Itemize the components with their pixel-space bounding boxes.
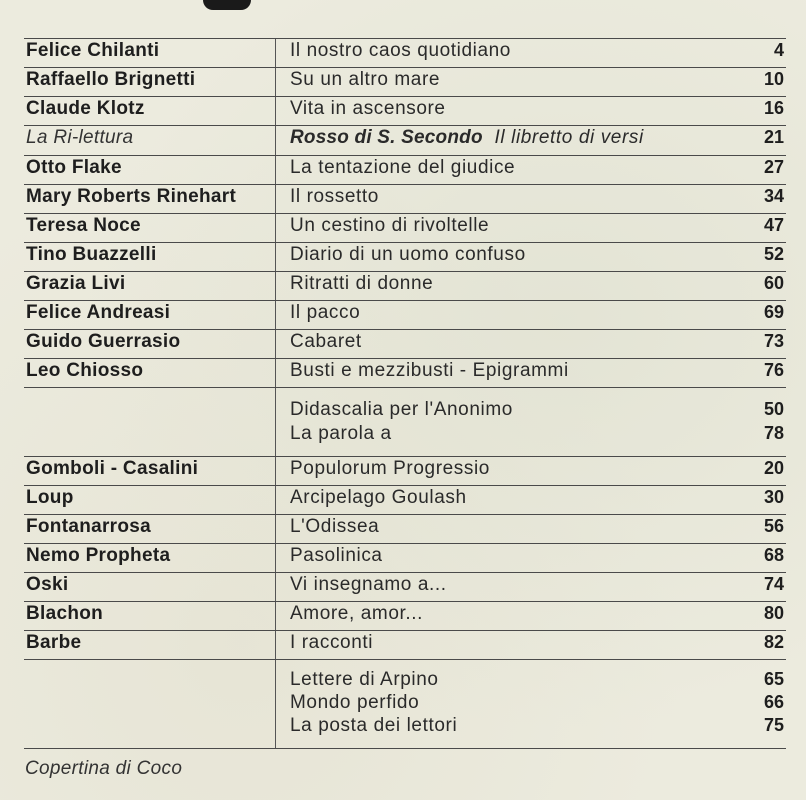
column-divider: [275, 185, 276, 213]
toc-author: Tino Buazzelli: [26, 244, 157, 265]
toc-page-number: 4: [773, 40, 784, 60]
toc-title: Pasolinica: [290, 545, 383, 566]
toc-title: La posta dei lettori: [290, 715, 458, 736]
toc-title: Amore, amor...: [290, 603, 423, 624]
toc-title-work: Il libretto di versi: [494, 127, 644, 148]
toc-author: Grazia Livi: [26, 273, 126, 294]
toc-author: Gomboli - Casalini: [26, 458, 199, 479]
column-divider: [275, 243, 276, 271]
toc-row: [24, 300, 786, 329]
toc-row: [24, 329, 786, 358]
toc-page-number: 76: [763, 360, 784, 380]
toc-author: Loup: [26, 487, 74, 508]
column-divider: [275, 39, 276, 67]
toc-author: Teresa Noce: [26, 215, 141, 236]
toc-title: [290, 127, 644, 149]
toc-page-number: 30: [763, 487, 784, 507]
toc-title: La parola a: [290, 423, 392, 444]
column-divider: [275, 631, 276, 659]
toc-row: [24, 601, 786, 630]
toc-title: Su un altro mare: [290, 69, 441, 90]
toc-title: La tentazione del giudice: [290, 157, 516, 178]
toc-title: Vi insegnamo a...: [290, 574, 447, 595]
toc-row: [24, 358, 786, 387]
toc-title: L'Odissea: [290, 516, 380, 537]
toc-page-number: 56: [763, 516, 784, 536]
toc-page-number: 65: [763, 669, 784, 689]
column-divider: [275, 515, 276, 543]
toc-subrow: [24, 422, 786, 444]
toc-row: [24, 242, 786, 271]
toc-row: [24, 572, 786, 601]
toc-page-number: 73: [763, 331, 784, 351]
column-divider: [275, 330, 276, 358]
column-divider: [275, 301, 276, 329]
toc-group: [24, 387, 786, 456]
toc-page-number: 66: [763, 692, 784, 712]
column-divider: [275, 272, 276, 300]
toc-title: Ritratti di donne: [290, 273, 434, 294]
toc-title: Arcipelago Goulash: [290, 487, 467, 508]
cover-credit: Copertina di Coco: [25, 758, 183, 779]
toc-author: Fontanarrosa: [26, 516, 152, 537]
toc-page-number: 47: [763, 215, 784, 235]
toc-title: Il rossetto: [290, 186, 379, 207]
toc-page-number: 82: [763, 632, 784, 652]
toc-row: [24, 96, 786, 125]
toc-subrow: [24, 668, 786, 690]
toc-author: Claude Klotz: [26, 98, 145, 119]
column-divider: [275, 602, 276, 630]
toc-title: Didascalia per l'Anonimo: [290, 399, 513, 420]
column-divider: [275, 126, 276, 155]
toc-row: [24, 184, 786, 213]
column-divider: [275, 156, 276, 184]
column-divider: [275, 68, 276, 96]
toc-row: [24, 67, 786, 96]
toc-row: [24, 485, 786, 514]
toc-title-author: Rosso di S. Secondo: [290, 127, 483, 148]
column-divider: [275, 214, 276, 242]
toc-author: Mary Roberts Rinehart: [26, 186, 237, 207]
toc-author: Raffaello Brignetti: [26, 69, 196, 90]
toc-author: Barbe: [26, 632, 82, 653]
toc-page-number: 20: [763, 458, 784, 478]
toc-group: [24, 659, 786, 749]
toc-title: Populorum Progressio: [290, 458, 490, 479]
toc-page-number: 21: [763, 127, 784, 147]
toc-page-number: 60: [763, 273, 784, 293]
toc-row: [24, 514, 786, 543]
toc-page-number: 16: [763, 98, 784, 118]
toc-section-label: La Ri-lettura: [26, 127, 134, 148]
column-divider: [275, 486, 276, 514]
toc-page-number: 34: [763, 186, 784, 206]
column-divider: [275, 359, 276, 387]
toc-author: Felice Chilanti: [26, 40, 160, 61]
toc-page-number: 10: [763, 69, 784, 89]
toc-title: Il nostro caos quotidiano: [290, 40, 511, 61]
toc-row: [24, 125, 786, 155]
toc-page-number: 69: [763, 302, 784, 322]
toc-title: Un cestino di rivoltelle: [290, 215, 490, 236]
toc-author: Guido Guerrasio: [26, 331, 181, 352]
toc-title: Busti e mezzibusti - Epigrammi: [290, 360, 569, 381]
toc-page-number: 52: [763, 244, 784, 264]
toc-author: Leo Chiosso: [26, 360, 144, 381]
toc-author: Blachon: [26, 603, 104, 624]
column-divider: [275, 544, 276, 572]
toc-page-number: 50: [763, 399, 784, 419]
toc-title: I racconti: [290, 632, 374, 653]
toc-subrow: [24, 691, 786, 713]
toc-title: Vita in ascensore: [290, 98, 446, 119]
toc-page-number: 68: [763, 545, 784, 565]
toc-row: [24, 630, 786, 659]
toc-author: Felice Andreasi: [26, 302, 171, 323]
toc-author: Nemo Propheta: [26, 545, 171, 566]
toc-author: Otto Flake: [26, 157, 122, 178]
toc-row: [24, 271, 786, 300]
toc-page-number: 27: [763, 157, 784, 177]
toc-title: Cabaret: [290, 331, 362, 352]
column-divider: [275, 457, 276, 485]
toc-page-number: 78: [763, 423, 784, 443]
toc-title: Lettere di Arpino: [290, 669, 439, 690]
toc-title: Diario di un uomo confuso: [290, 244, 526, 265]
masthead-fragment: [203, 0, 251, 10]
toc-page-number: 80: [763, 603, 784, 623]
toc-row: [24, 213, 786, 242]
toc-page-number: 74: [763, 574, 784, 594]
toc-title: Il pacco: [290, 302, 361, 323]
toc-row: [24, 38, 786, 67]
column-divider: [275, 97, 276, 125]
toc-row: [24, 456, 786, 485]
toc-title: Mondo perfido: [290, 692, 420, 713]
toc-subrow: [24, 398, 786, 420]
toc-author: Oski: [26, 574, 69, 595]
toc-subrow: [24, 714, 786, 736]
toc-row: [24, 155, 786, 184]
column-divider: [275, 573, 276, 601]
toc-page-number: 75: [763, 715, 784, 735]
toc-row: [24, 543, 786, 572]
